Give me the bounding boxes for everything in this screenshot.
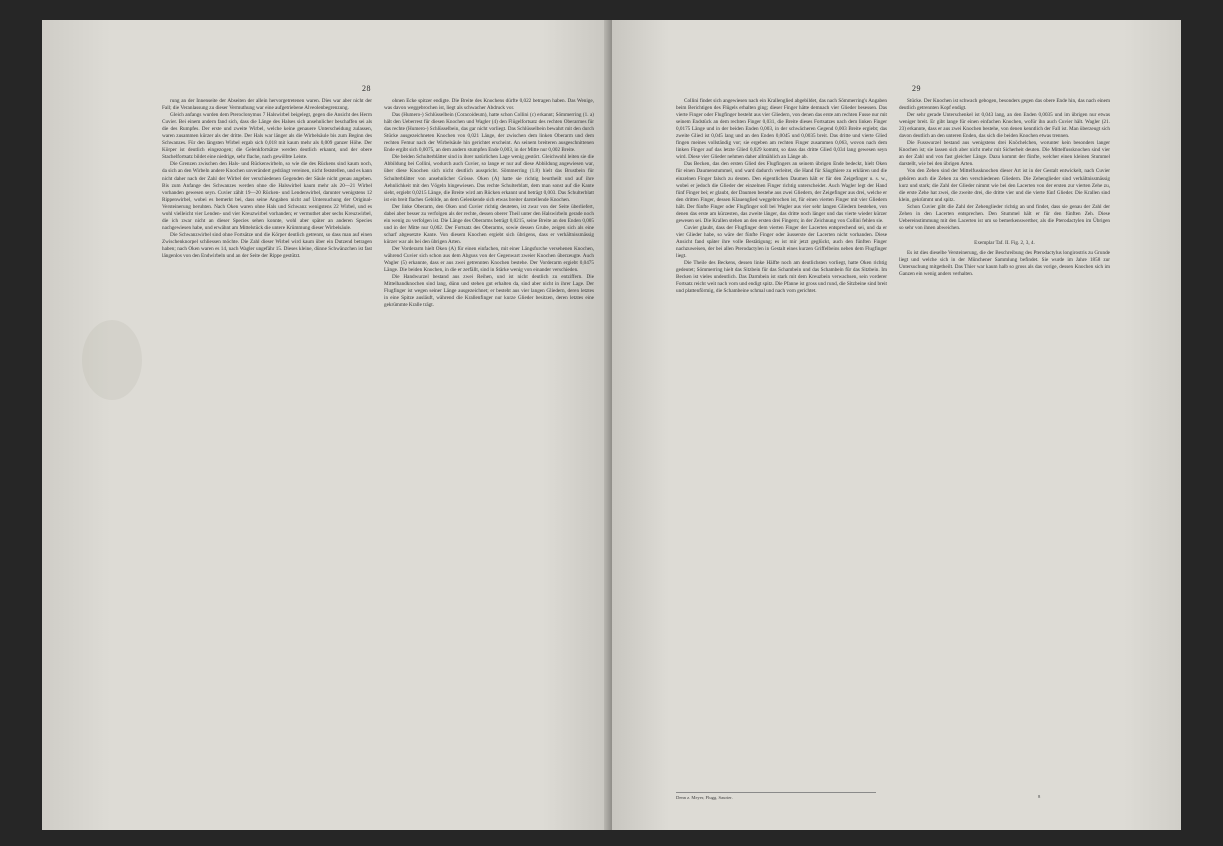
paragraph: Die Schwanzwirbel sind ohne Fortsätze und die Körper deutlich getrennt, so dass man auf einen Zwischenknorpel schliessen möchte. Die Zahl dieser Wirbel wird kaum über ein Dutzend betragen haben; nach Oken waren es 14, nach Wagler ungefähr 15. Dieses kleine, dünne Schwänzchen ist fast längenlos von den Endwirbeln und an der Seite der Rippe gestützt.	[162, 231, 372, 260]
paragraph: ohnen Ecke spitzer endigte. Die Breite des Knochens dürfte 0,022 betragen haben. Das Wenige, was davon weggebrochen ist, liegt als schwacher Abdruck vor.	[384, 98, 594, 112]
paragraph: Der linke Oberarm, den Oken und Cuvier richtig deuteten, ist zwar von der Seite überliefert, dabei aber besser zu verfolgen als der rechte, dessen oberer Theil unter den Halswirbeln gerade noch ein wenig zu verfolgen ist. Die Länge des Oberarms beträgt 0,0215, seine Breite an den Enden 0,005 und in der Mitte nur 0,002. Der Fortsatz des Oberarms, sowie dessen Grube, zeigen sich als eine scharf abgesetzte Kante. Von diesem Knochen ergiebt sich übrigens, dass er verhältnissmässig kürzer war als bei den übrigen Arten.	[384, 203, 594, 245]
paragraph: Das Becken, das den ersten Glied des Flugfingers an seinem übrigen Ende bedeckt, hielt Oken für einen Daumenstummel, und ward dadurch verleitet, die Hand für Säugthiere zu erklären und die einzelnen Finger falsch zu deuten. Den eigentlichen Daumen hält er für den Zeigefinger u. s. w., wobei er jedoch die Glieder der einzelnen Finger richtig unterscheidet. Auch Wagler legt der Hand fünf Finger bei; er glaubt, der Daumen bestehe aus zwei Gliedern, der Zeigefinger aus drei, welche er den dritten Finger, dessen Klauenglied weggebrochen ist, für einen vierten Finger mit vier Gliedern hält. Der fünfte Finger oder Flugfinger soll bei Wagler aus vier sehr langen Gliedern bestehen, von denen das erste am kürzesten, das zweite länger, das dritte noch länger und das vierte wieder kürzer gewesen sei. Die Krallen stehen an den ersten drei Fingern; in der Zeichnung von Collini fehlen sie.	[676, 161, 887, 224]
paragraph: Cuvier glaubt, dass der Flugfinger dem vierten Finger der Lacerten entsprechend sei, und da er vier Glieder habe, so wäre der fünfte Finger oder äusserste der Lacerten nicht vorhanden. Diese Ansicht fand später ihre volle Bestätigung; es ist mir jetzt geglückt, auch den fünften Finger nachzuweisen, der bei allen Pterodactylen in Gestalt eines kurzen Griffelbeins neben dem Flugfinger liegt.	[676, 224, 887, 260]
signature-mark: 8	[1038, 794, 1041, 799]
paragraph: Gleich anfangs wurden dem Pteroclonymus 7 Halswirbel beigelegt, gegen die Ansicht des Herrn Cuvier. Bei einem andern fand sich, dass die Länge des Halses sich ansehnlicher beschaffen sei als die des Rumpfes. Der erste und zweite Wirbel, welche keine genauere Unterscheidung zulassen, waren zusammen kürzer als der dritte. Der Hals war länger als die Wirbelsäule bis zum Beginn des Schwanzes. Für den längsten Wirbel ergab sich 0,018 mit kaum mehr als 0,009 ganzer Höhe. Der Körper ist deutlich eingezogen; die Gelenkfortsätze werden deutlich erkannt, und der obere Stachelfortsatz bildet eine niedrige, sehr flache, nach gewölbte Leiste.	[162, 112, 372, 161]
paragraph: Der Vorderarm hielt Oken (A) für einen einfachen, mit einer Längsfurche versehenen Knochen, während Cuvier sich schon aus dem Abguss von der Gegenwart zweier Knochen überzeugte. Auch Wagler (5) erkannte, dass er aus zwei getrennten Knochen bestehe. Der Vorderarm ergiebt 0,0475 Länge. Die beiden Knochen, in die er zerfällt, sind in Stärke wenig von einander verschieden.	[384, 245, 594, 274]
paragraph: Stücke. Der Knochen ist schwach gebogen, besonders gegen das obere Ende hin, das nach einem deutlich getrennten Kopf endigt.	[899, 98, 1110, 112]
paper-stain	[82, 320, 142, 400]
paragraph: Der sehr gerade Unterschenkel ist 0,043 lang, an den Enden 0,0035 und im übrigen nur etwas weniger breit. Er gibt lange für einen einfachen Knochen, wofür ihn auch Cuvier hält. Wagler (21. 23) erkannte, dass er aus zwei Knochen bestehe, von denen kenntlich der Fall ist. Man überzeugt sich davon deutlich an den unteren Enden, das sich die beiden Knochen etwas trennen.	[899, 112, 1110, 140]
left-page	[42, 20, 611, 830]
right-page	[612, 20, 1181, 830]
left-column-2	[384, 98, 594, 788]
right-text-columns	[676, 98, 1110, 788]
footnote: Denn z. Meyer, Flugg. Saurier.	[676, 792, 876, 800]
left-column-1	[162, 98, 372, 788]
paragraph: Das (Humero-) Schlüsselbein (Coracoideum), hatte schon Collini (c) erkannt; Sömmerring (1. a) hält den Ueberrest für diesen Knochen und Wagler (4) den Flügelfortsatz des rechten Oberarmes für das rechte (Humero-) Schlüsselbein, das gar nicht vorliegt. Das Schlüsselbein bewahrt mit den durch Stücke ausgezeichneten Knochen von 0,021 Länge, der zwischen dem linken Oberarm und dem rechten Femur nach der Wirbelsäule hin gerichtet erscheint. An seinem breiteren ausgeschnittenen Ende ergibt sich 0,0075, an dem andern stumpfen Ende 0,003, in der Mitte nur 0,002 Breite.	[384, 112, 594, 154]
right-column-1	[676, 98, 887, 788]
paragraph: rung an der Innenseite der Abseiten der allein hervorgetretenen waren. Dies war aber nicht der Fall; die Veranlassung zu dieser Vermuthung war eine aufgetriebene Alveolenbegrenzung.	[162, 98, 372, 112]
right-column-2	[899, 98, 1110, 788]
paragraph: Die Handwurzel bestand aus zwei Reihen, und ist nicht deutlich zu entziffern. Die Mittelhandknochen sind lang, dünn und stehen gut erhalten da, sind aber nicht in ihrer Lage. Der Flugfinger ist wegen seiner Länge ausgezeichnet; er besteht aus vier langen Gliedern, deren letztes in eine Spitze ausläuft, während die Krallenfinger nur kurze Glieder besitzen, deren letztes eine gekrümmte Kralle trägt.	[384, 274, 594, 309]
paragraph: Schon Cuvier gibt die Zahl der Zehenglieder richtig an und findet, dass sie genau der Zahl der Zehen in den Lacerten entsprechen. Den Stummel hält er für den fünften Zeh. Diese Uebereinstimmung mit den Lacerten ist um so bemerkenswerther, als die Pterodactylen im Übrigen so sehr von ihnen abweichen.	[899, 203, 1110, 231]
page-number-left: 28	[362, 84, 371, 93]
paragraph: Collini findet sich angewiesen nach ein Krallenglied abgebildet, das nach Sömmerring's Angaben beim Berichtigen des Flügels erhalten ging; dieser Finger hätte demnach vier Glieder besessen. Das vierte Finger oder Flugfinger besteht aus vier Gliedern, von denen das erste am rechten Fusse nur mit seinem Endstück an dem rechten Finger 0,031, die Breite dieses Fortsatzes nach dem linken Finger 0,0175 Länge und in der beiden Enden 0,003, in der schwächeren Gegend 0,003 Breite ergiebt; das zweite Glied ist 0,045 lang und an den Enden 0,0045 und 0,0035 breit. Das dritte und vierte Glied fingen meines vollständig vor; sie ergeben am rechten Finger zusammen 0,063, wovon nach dem linken Finger auf das letzte Glied 0,029 kommt, so dass das dritte Glied 0,034 lang gewesen seyn wird. Diese vier Glieder nehmen daher allmählich an Länge ab.	[676, 98, 887, 161]
paragraph: Die Grenzen zwischen den Hals- und Rückenwirbeln, so wie die des Rückens sind kaum noch, da sich an den Wirbeln andere Knochen unverändert gedrängt vereinen, nicht feststellen, und es kann nicht daher nach der Zahl der Wirbel der verschiedenen Gegenden der Säule nicht genau angeben. Bis zum Anfange des Schwanzes werden ohne die Halswirbel kaum mehr als 20—21 Wirbel vorhanden gewesen seyn. Cuvier zählt 19—20 Rücken- und Lendenwirbel, darunter wenigstens 12 Rippenwirbel, wobei es bemerkt bei, dass seine Angaben nicht auf Untersuchung der Original-Versteinerung beruhten. Nach Oken waren ohne Hals und Schwanz wenigstens 22 Wirbel, und es wohl vielleicht vier Lenden- und vier Kreuzwirbel vorhanden; er vermuthet aber sechs Kreuzwirbel, die ich zwar nicht an dieser Species sehen konnte, wohl aber später an anderen Species nachgewiesen habe, und erwähnt am Mittelstück die untere Krümmung dieser Wirbelsäule.	[162, 161, 372, 231]
page-number-right: 29	[912, 84, 921, 93]
section-heading: Exemplar Taf. II. Fig. 2, 3, 4.	[974, 239, 1035, 246]
paragraph: Die beiden Schulterblätter sind in ihrer natürlichen Lage wenig gestört. Gleichwohl leiten sie die Abbildung bei Collini, wodurch auch Cuvier, so lange er nur auf diese Abbildung angewiesen war, über diese Knochen sich nicht deutlich ausspricht. Sömmerring (1.8) hielt das Brustbein für Schulterblätter von ansehnlicher Grösse. Oken (A) hatte sie richtig beurtheilt und auf ihre Aehnlichkeit mit den Vögeln hingewiesen. Das rechte Schulterblatt, dem man sonst auf die Kante sieht, ergiebt 0,0215 Länge, die Breite wird am Rücken erkannt und beträgt 0,003. Das Schulterblatt ist ein breit flaches Gebilde, an dem Gelenkende sich etwas breiter darstellende Knochen.	[384, 154, 594, 203]
paragraph: Es ist dies dieselbe Versteinerung, die der Beschreibung des Pterodactylus longirostris zu Grunde liegt und welche sich in der Münchener Sammlung befindet. Sie wurde im Jahre 1858 zur Untersuchung mitgetheilt. Das Thier war kaum halb so gross als das vorige, dessen Knochen sich im Ganzen ein wenig anders verhalten.	[899, 249, 1110, 278]
paragraph: Die Fusswurzel bestand aus wenigstens drei Knöchelchen, worunter kein besonders langer Knochen ist; sie lassen sich aber nicht mehr mit Sicherheit deuten. Die Mittelfussknochen sind vier an der Zahl und von fast gleicher Länge. Dazu kommt der fünfte, welcher einen kleinen Stummel darstellt, wie bei den übrigen Arten.	[899, 140, 1110, 168]
book-spread	[42, 20, 1181, 830]
paragraph: Die Theile des Beckens, dessen linke Hälfte noch am deutlichsten vorliegt, hatte Oken richtig gedeutet; Sömmerring hielt das Sitzbein für das Schambein und das Schambein für das Sitzbein. Im Becken ist vieles undeutlich. Das Darmbein ist stark mit dem Kreuzbein verwachsen, sein vorderer Fortsatz reicht weit nach vorn und endigt spitz. Die Pfanne ist gross und rund, die Sitzbeine sind breit und plattenförmig, die Schambeine schmal und nach vorn gerichtet.	[676, 260, 887, 295]
left-text-columns	[162, 98, 594, 788]
paragraph: Von den Zehen sind der Mittelfussknochen dieser Art ist in der Gestalt entwickelt, nach Cuvier gehören auch die Zehen zu den verschiedenen Gliedern. Die Zehenglieder sind verhältnissmässig kurz und stark; die Zahl der Glieder nimmt wie bei den Lacerten von der ersten zur vierten Zehe zu, die erste Zehe hat zwei, die zweite drei, die dritte vier und die vierte fünf Glieder. Die Krallen sind klein, gekrümmt und spitz.	[899, 168, 1110, 203]
